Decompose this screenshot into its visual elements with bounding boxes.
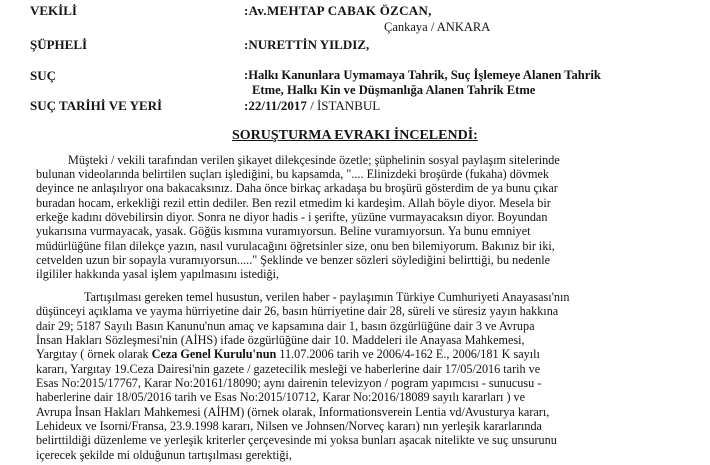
- suc-tarihi-value: [244, 98, 380, 114]
- body-line: haberlerine dair 18/05/2016 tarih ve Esas No:2015/10712, Karar No:2016/18089 sayılı kararları ) ve: [36, 390, 526, 404]
- section-title: SORUŞTURMA EVRAKI İNCELENDİ:: [232, 128, 478, 143]
- body-line: Avrupa İnsan Hakları Mahkemesi (AİHM) (örnek olarak, Informationsverein Lentia vd/Avusturya kararı,: [36, 405, 550, 419]
- body-line: ilgililer hakkında yasal işlem yapılmasını istediği,: [36, 267, 280, 281]
- body-line: Müşteki / vekili tarafından verilen şikayet dilekçesinde özetle; şüphelinin sosyal paylaşım sitelerinde: [68, 153, 560, 167]
- body-span: Yargıtay ( örnek olarak: [36, 347, 152, 361]
- body-line: içerecek şekilde mi olduğunun tartışılması gerektiği,: [36, 448, 292, 462]
- vekili-value: :Av.MEHTAP CABAK ÖZCAN,: [244, 3, 432, 18]
- body-line: dair 29; 5187 Sayılı Basın Kanunu'nun amaç ve kapsamına dair 1, basın özgürlüğüne dair 3 ve Avrupa: [36, 319, 535, 333]
- body-line: Esas No:2015/17767, Karar No:20161/18090; aynı dairenin televizyon / pogram yapımcısı - sunucusu -: [36, 376, 542, 390]
- body-line: cetvelden uzun bir sopayla vuramıyorsun....." Şeklinde ve benzer sözleri söylediğini belirttiği, bu nedenle: [36, 253, 550, 267]
- body-line: Tartışılması gereken temel husustun, verilen haber - paylaşımın Türkiye Cumhuriyeti Anayasası'nın: [84, 290, 570, 304]
- body-line: belirttildiği düzenleme ve yerleşik kriterler çerçevesinde mi yoksa bunları aşacak nitelikte ve suç unsurunu: [36, 433, 557, 447]
- supheli-label: ŞÜPHELİ: [30, 37, 88, 52]
- suc-value-line1: :Halkı Kanunlara Uymamaya Tahrik, Suç İşlemeye Alanen Tahrik: [244, 68, 601, 82]
- body-line: bulunan videolarında belirtilen suçları işlediğini, bu kapsamda, ".... Elinizdeki broşürde (fukaha) dövmek: [36, 167, 549, 181]
- suc-tarihi-date: :22/11/2017: [244, 98, 307, 113]
- body-line: kararı, Yargıtay 19.Ceza Dairesi'nin gazete / gazetecilik mesleği ve haberlerine dair 17/05/2016 tarih ve: [36, 362, 541, 376]
- body-line: İnsan Hakları Sözleşmesi'nin (AİHS) ifade özgürlüğüne dair 10. Maddeleri ile Anayasa Mahkemesi,: [36, 333, 525, 347]
- body-line: buradan hocam, erkekliği rezil ettin dediler. Ben rezil etmedim ki kardeşim. Allah böyle diyor. Mesela bir: [36, 196, 551, 210]
- body-line: düşünceyi açıklama ve yayma hürriyetine dair 26, basın hürriyetine dair 28, süreli ve süresiz yayın hakkına: [36, 304, 559, 318]
- body-line: [36, 347, 676, 361]
- body-line: Lehideux ve Isorni/Fransa, 23.9.1998 kararı, Nilsen ve Johnsen/Norveç kararı) nın yerleşik kararlarında: [36, 419, 542, 433]
- suc-tarihi-place: / İSTANBUL: [306, 98, 381, 113]
- suc-label: SUÇ: [30, 68, 57, 83]
- body-span: 11.07.2006 tarih ve 2006/4-162 E., 2006/181 K sayılı: [276, 347, 540, 361]
- body-line: müdürlüğüne filan dilekçe yazın, nasıl vurulacağını öğretsinler size, onu ben bilemiyorum. Bakınız bir iki,: [36, 239, 555, 253]
- suc-value-line2: Etme, Halkı Kin ve Düşmanlığa Alanen Tahrik Etme: [252, 83, 536, 97]
- supheli-value: :NURETTİN YILDIZ,: [244, 37, 370, 52]
- body-line: deyince ne anlaşılıyor ona bakacaksınız. Daha önce birkaç arkadaşa bu broşürü gösterdim de ya bunu çıkar: [36, 181, 558, 195]
- suc-tarihi-label: SUÇ TARİHİ VE YERİ: [30, 98, 163, 113]
- vekili-address: Çankaya / ANKARA: [384, 20, 491, 34]
- body-line: yukarısına vurmayacak, yasak. Göğüs kısmına vuramıyorsun. Beline vuramıyorsun. Ya bunu emniyet: [36, 224, 531, 238]
- body-line: erkeğe kadını dövebilirsin diyor. Sonra ne diyor hadis - i şerifte, yüzüne vurmayacaksın diyor. Boyundan: [36, 210, 548, 224]
- vekili-label: VEKİLİ: [30, 3, 77, 18]
- body-span-bold: Ceza Genel Kurulu'nun: [151, 347, 277, 361]
